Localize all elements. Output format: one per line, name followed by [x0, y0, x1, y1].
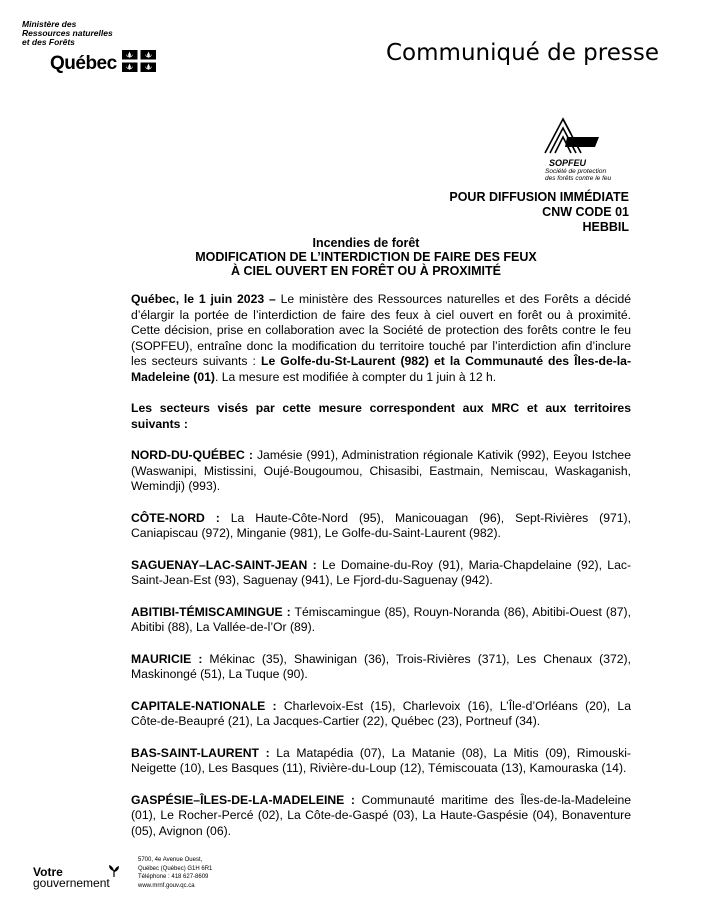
headline: [140, 236, 592, 278]
distribution-info: [449, 190, 629, 235]
ministry-name-line: Ressources naturelles: [22, 28, 113, 38]
region-list: Communauté maritime des Îles-de-la-Madeleine (01), Le Rocher-Percé (02), La Côte-de-Gaspé (03), La Haute-Gaspésie (04), Bonaventure (05), Avignon (06).: [131, 792, 632, 838]
region-paragraph: [131, 652, 631, 683]
fleur-de-lis-flag-icon: [122, 50, 156, 77]
phone-line: Téléphone : 418 627-8609: [138, 874, 209, 880]
headline-line: MODIFICATION DE L’INTERDICTION DE FAIRE DES FEUX: [195, 250, 537, 264]
distribution-code: CNW CODE 01: [542, 205, 629, 219]
sopfeu-name: SOPFEU: [549, 158, 587, 168]
sopfeu-logo: [541, 117, 631, 182]
region-name: NORD-DU-QUÉBEC :: [131, 448, 253, 462]
added-sectors: Le Golfe-du-St-Laurent (982) et la Communauté des Îles-de-la-Madeleine (01): [131, 354, 632, 384]
region-list: Témiscamingue (85), Rouyn-Noranda (86), Abitibi-Ouest (87), Abitibi (88), La Vallée-de-l’Or (89).: [131, 604, 631, 634]
website-line: www.mrnf.gouv.qc.ca: [138, 882, 195, 889]
region-paragraph: [131, 605, 631, 636]
region-list: Le Domaine-du-Roy (91), Maria-Chapdelaine (92), Lac-Saint-Jean-Est (93), Saguenay (941), Le Fjord-du-Saguenay (942).: [131, 557, 631, 587]
region-list: La Haute-Côte-Nord (95), Manicouagan (96), Sept-Rivières (971), Caniapiscau (972), Minganie (981), Le Golfe-du-Saint-Laurent (982).: [131, 510, 631, 540]
sopfeu-tagline: Société de protection: [545, 168, 607, 175]
ministry-name-line: et des Forêts: [22, 37, 75, 47]
intro-text-end: . La mesure est modifiée à compter du 1 juin à 12 h.: [215, 369, 497, 384]
region-name: CAPITALE-NATIONALE :: [131, 698, 277, 713]
ministry-address: [138, 856, 212, 890]
region-name: SAGUENAY–LAC-SAINT-JEAN :: [131, 557, 317, 572]
region-name: ABITIBI-TÉMISCAMINGUE :: [131, 604, 291, 619]
region-paragraph: [131, 558, 631, 589]
region-paragraph: [131, 511, 631, 542]
region-list: Jamésie (991), Administration régionale Kativik (992), Eeyou Istchee (Waswanipi, Mistissini, Oujé-Bougoumou, Chisasibi, Eastmain, Nemiscau, Waskaganish, Wemindji) (993).: [131, 448, 631, 493]
region-name: GASPÉSIE–ÎLES-DE-LA-MADELEINE :: [131, 792, 355, 807]
sectors-intro-text: Les secteurs visés par cette mesure correspondent aux MRC et aux territoires suivants :: [131, 401, 631, 431]
sopfeu-mountain-icon: [541, 117, 601, 155]
region-paragraph: [131, 448, 631, 495]
region-paragraph: [131, 793, 631, 840]
region-paragraph: [131, 699, 631, 730]
address-line: 5700, 4e Avenue Ouest,: [138, 857, 203, 863]
article-body: [131, 292, 631, 855]
quebec-wordmark: Québec: [50, 52, 117, 74]
dateline: Québec, le 1 juin 2023 –: [131, 292, 276, 306]
sectors-intro: [131, 401, 631, 432]
region-list: La Matapédia (07), La Matanie (08), La Mitis (09), Rimouski-Neigette (10), Les Basques (11), Rivière-du-Loup (12), Témiscouata (13), Kamouraska (14).: [131, 745, 631, 775]
region-paragraph: [131, 746, 631, 777]
region-name: CÔTE-NORD :: [131, 510, 220, 525]
government-logo-line: gouvernement: [33, 876, 110, 890]
press-release-title: Communiqué de presse: [386, 40, 660, 66]
government-logo-line: Votre: [33, 865, 63, 879]
headline-kicker: Incendies de forêt: [312, 236, 420, 250]
region-name: BAS-SAINT-LAURENT :: [131, 745, 270, 760]
distribution-line: POUR DIFFUSION IMMÉDIATE: [449, 190, 629, 204]
quebec-wordmark-row: [50, 50, 172, 77]
intro-text: Le ministère des Ressources naturelles et des Forêts a décidé d’élargir la portée de l’interdiction de faire des feux à ciel ouvert en forêt ou à proximité. Cette décision, prise en collaboration avec la Société de protection des forêts contre le feu (SOPFEU), entraîne donc la modification du territoire touché par l’interdiction afin d’inclure les secteurs suivants :: [131, 292, 631, 368]
address-line: Québec (Québec) G1H 6R1: [138, 865, 213, 872]
headline-line: À CIEL OUVERT EN FORÊT OU À PROXIMITÉ: [231, 264, 501, 278]
sprout-icon: [107, 864, 121, 883]
distribution-id: HEBBIL: [582, 220, 629, 234]
region-list: Mékinac (35), Shawinigan (36), Trois-Rivières (371), Les Chenaux (372), Maskinongé (51), La Tuque (90).: [131, 651, 631, 681]
ministry-logo: [22, 20, 172, 77]
intro-paragraph: [131, 292, 631, 385]
region-name: MAURICIE :: [131, 651, 203, 666]
government-logo: [33, 866, 110, 889]
ministry-name-line: Ministère des: [22, 19, 77, 29]
sopfeu-tagline: des forêts contre le feu: [545, 175, 612, 182]
region-list: Charlevoix-Est (15), Charlevoix (16), L’Île-d’Orléans (20), La Côte-de-Beaupré (21), La Jacques-Cartier (22), Québec (23), Portneuf (34).: [131, 698, 631, 728]
